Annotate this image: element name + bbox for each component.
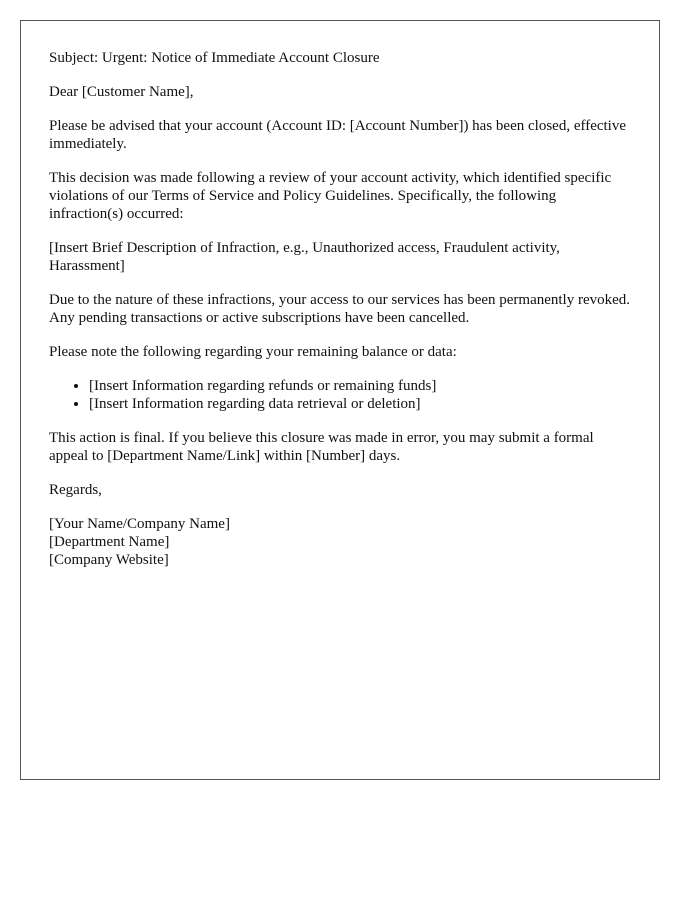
paragraph-review: This decision was made following a review of your account activity, which identified specific violations of our Terms of Service and Policy Guidelines. Specifically, the following infraction(s) occurred: xyxy=(49,170,612,222)
letter-page xyxy=(20,20,660,780)
paragraph-infraction: [Insert Brief Description of Infraction, e.g., Unauthorized access, Fraudulent activity, Harassment] xyxy=(49,240,560,274)
signature-block xyxy=(49,515,631,569)
list-item: • [Insert Information regarding refunds or remaining funds] xyxy=(89,377,631,395)
signature-department: [Department Name] xyxy=(49,534,170,550)
info-list xyxy=(49,377,631,413)
paragraph-account-closed: Please be advised that your account (Account ID: [Account Number]) has been closed, effective immediately. xyxy=(49,118,627,152)
greeting: Dear [Customer Name], xyxy=(49,84,194,100)
list-item: • [Insert Information regarding data retrieval or deletion] xyxy=(89,395,631,413)
signature-name: [Your Name/Company Name] xyxy=(49,516,230,532)
paragraph-revoked: Due to the nature of these infractions, your access to our services has been permanently revoked. Any pending transactions or active subscriptions have been cancelled. xyxy=(49,292,631,326)
paragraph-appeal: This action is final. If you believe this closure was made in error, you may submit a formal appeal to [Department Name/Link] within [Number] days. xyxy=(49,430,594,464)
subject-line: Subject: Urgent: Notice of Immediate Account Closure xyxy=(49,50,380,66)
closing: Regards, xyxy=(49,482,102,498)
signature-website: [Company Website] xyxy=(49,552,169,568)
paragraph-note: Please note the following regarding your remaining balance or data: xyxy=(49,344,457,360)
